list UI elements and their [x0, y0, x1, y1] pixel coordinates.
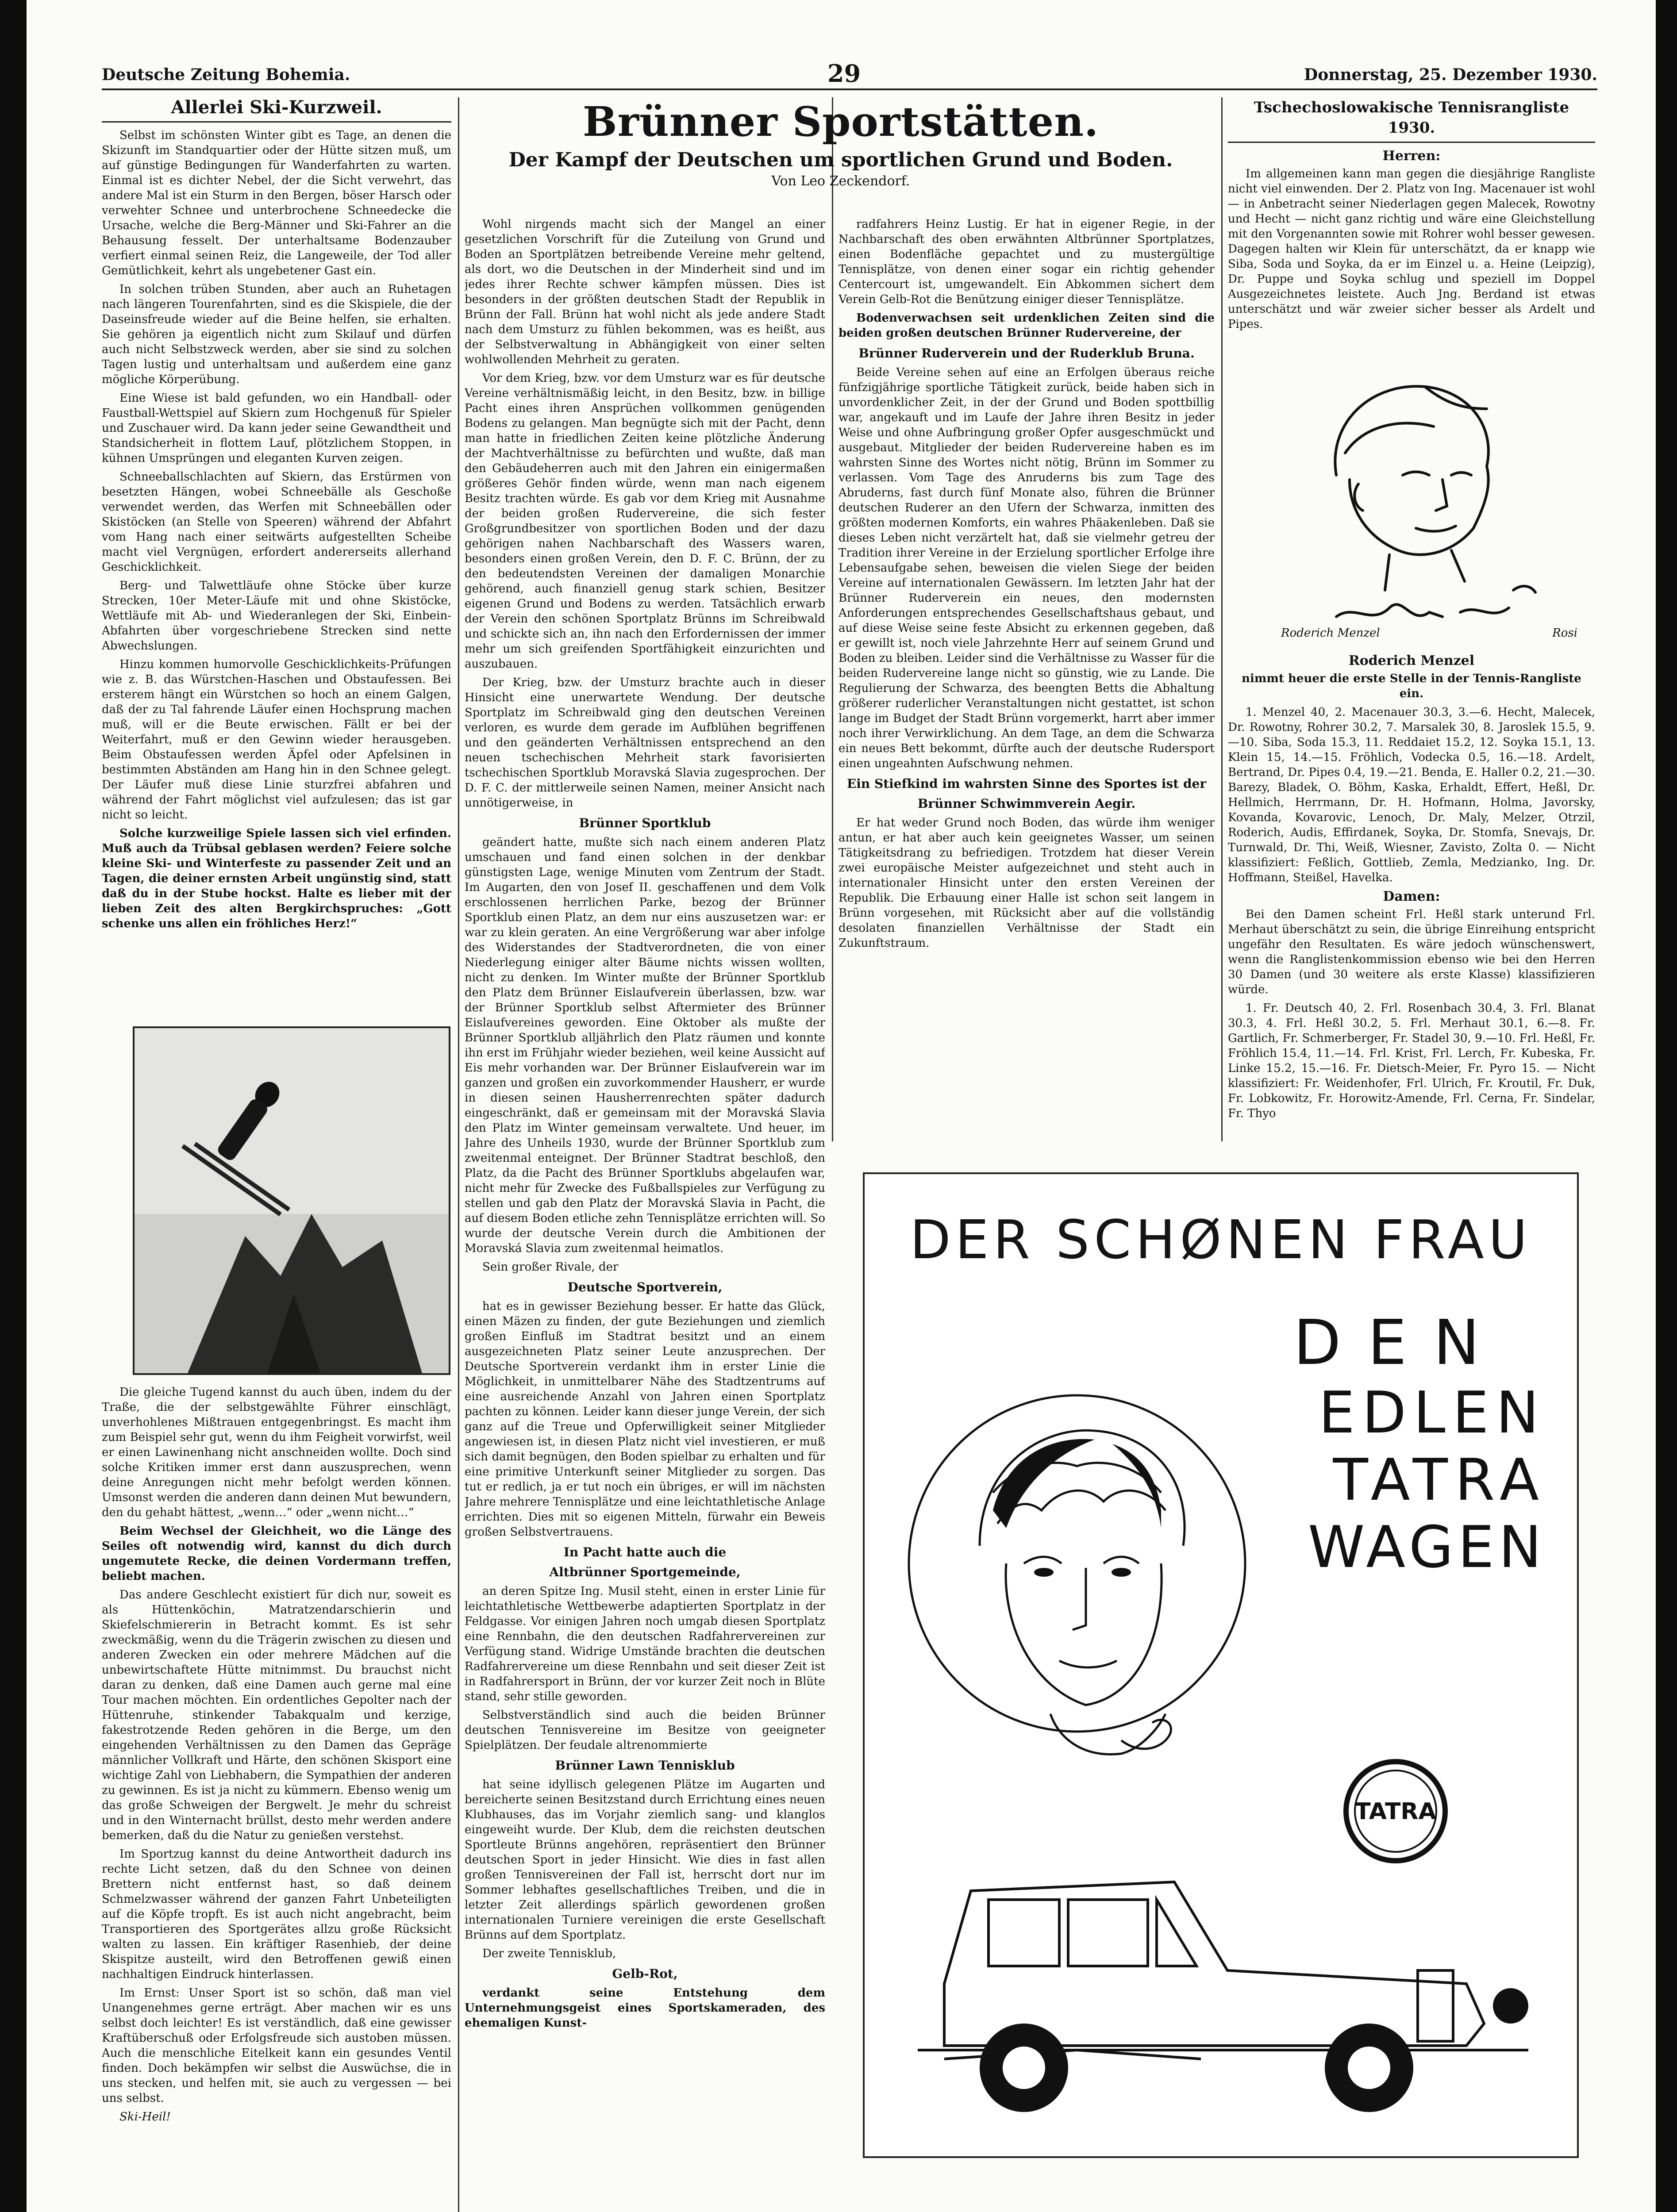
- article-sportstaetten-col3: [838, 217, 1215, 1128]
- main-headline-block: [465, 97, 1217, 217]
- paragraph: Beide Vereine sehen auf eine an Erfolgen überaus reiche fünfzigjährige sportliche Tätigkeit zurück, beide haben sich in unvordenklicher Zeit, in der der Grund und Boden spottbillig war, angekauft und im Laufe der Jahre ihren Besitz in jeder Weise und ohne Aufbringung großer Opfer ausgeschmückt und ausgebaut. Mitglieder der beiden Rudervereine haben es im wahrsten Sinne des Wortes nicht nötig, Brünn im Sommer zu verlassen. Vom Tage des Anruderns bis zum Tage des Abruderns, fast durch fünf Monate also, führen die Brünner deutschen Ruderer an den Ufern der Schwarza, inmitten des größten modernen Komforts, ein wahres Phäakenleben. Daß sie dieses Leben nicht verzärtelt hat, daß sie vielmehr getreu der Tradition ihrer Vereine in der Erzielung sportlicher Erfolge ihre Lebensaufgabe sehen, beweisen die vielen Siege der beiden Vereine auf internationalen Gewässern. Im letzten Jahr hat der Brünner Ruderverein ein neues, den modernsten Anforderungen entsprechendes Gesellschaftshaus gebaut, und auf diese Weise seine feste Absicht zu erkennen gegeben, daß er gewillt ist, noch viele Jahrzehnte Herr auf seinem Grund und Boden zu bleiben. Leider sind die Verhältnisse zu Wasser für die beiden Rudervereine lange nicht so günstig, wie zu Lande. Die Regulierung der Schwarza, des beengten Betts die Abhaltung größerer ruderlicher Veranstaltungen nicht gestattet, ist schon lange im Budget der Stadt Brünn vorgemerkt, harrt aber immer noch ihrer Verwirklichung. An dem Tage, an dem die Schwarza ein neues Bett bekommt, dürfte auch der deutsche Rudersport einen ungeahnten Aufschwung nehmen.: [838, 366, 1215, 770]
- paragraph: Der Krieg, bzw. der Umsturz brachte auch in dieser Hinsicht eine unerwartete Wendung. Der deutsche Sportplatz im Schreibwald ging den deutschen Vereinen verloren, es wurde dem gerade im Aufblühen begriffenen und den geänderten Verhältnissen entsprechend an den neuen tschechischen Mehrheit stark favorisierten tschechischen Sportklub Moravská Slavia zugesprochen. Der D. F. C. der mittlerweile seinen Namen, meiner Ansicht nach unnötigerweise, in: [465, 676, 825, 810]
- section-subhead: Deutsche Sportverein,: [567, 1280, 723, 1294]
- paragraph: Bodenverwachsen seit urdenklichen Zeiten sind die beiden großen deutschen Brünner Rudervereine, der: [838, 311, 1215, 340]
- paragraph: Vor dem Krieg, bzw. vor dem Umsturz war es für deutsche Vereine verhältnismäßig leicht, in den Besitz, bzw. in billige Pacht eines ihren Ansprüchen vollkommen genügenden Bodens zu gelangen. Man begnügte sich mit der Pacht, denn man hatte in friedlichen Zeiten keine plötzliche Änderung der Machtverhältnisse zu befürchten und wußte, daß man den Gebäudeherren auch mit den Jahren ein einigermaßen größeres Gehör finden würde, wenn man nach eigenem Besitz trachten würde. Es gab vor dem Krieg mit Ausnahme der beiden großen Rudervereine, die sich fester Großgrundbesitzer von sportlichen Boden und der dazu gehörigen nahen Nachbarschaft des Wassers waren, besonders einen großen Verein, den D. F. C. Brünn, der zu den bedeutendsten Vereinen der damaligen Monarchie gehörend, auch finanziell genug stark schien, Besitzer eigenen Grund und Bodens zu werden. Tatsächlich erwarb der Verein den schönen Sportplatz Brünns im Schreibwald und schickte sich an, ihn nach den Erfordernissen der immer mehr um sich greifenden Sportfähigkeit einzurichten und auszubauen.: [465, 372, 825, 671]
- paragraph: Der zweite Tennisklub,: [482, 1947, 616, 1960]
- paragraph: Er hat weder Grund noch Boden, das würde ihm weniger antun, er hat aber auch kein geeignetes Wasser, um seinen Tätigkeitsdrang zu befriedigen. Trotzdem hat dieser Verein zwei europäische Meister aufgezeichnet und steht auch in internationaler Hinsicht unter den ersten Vereinen der Republik. Die Erbauung einer Halle ist schon seit langem in Brünn vorgesehen, mit Rücksicht aber auf die vollständig desolaten finanziellen Verhältnisse der Stadt ein Zukunftstraum.: [838, 816, 1215, 950]
- column-rule: [1221, 97, 1223, 1141]
- paragraph: Die gleiche Tugend kannst du auch üben, indem du der Traße, die der selbstgewählte Führer einschlägt, unverhohlenes Mißtrauen entgegenbringst. Es macht ihm zum Beispiel sehr gut, wenn du ihm Feigheit vorwirfst, weil er einen Lawinenhang nicht anschneiden wollte. Doch sind solche Kritiken immer erst dann auszusprechen, wenn deine Anregungen nicht mehr befolgt werden können. Umsonst werden die anderen dann deinen Mut bewundern, den du gehabt hättest, „wenn…“ oder „wenn nicht…“: [102, 1386, 451, 1519]
- paragraph: Sein großer Rivale, der: [482, 1260, 619, 1274]
- article-title: Allerlei Ski-Kurzweil.: [102, 97, 451, 123]
- signature: Ski-Heil!: [119, 2110, 171, 2124]
- ranking-list-women: 1. Fr. Deutsch 40, 2. Frl. Rosenbach 30.4, 3. Frl. Blanat 30.3, 4. Frl. Heßl 30.2, 5. Frl. Merhaut 30.1, 6.—8. Fr. Gartlich, Fr. Schmerberger, Fr. Stadel 30, 9.—10. Frl. Heßl, Fr. Fröhlich 15.4, 11.—14. Frl. Krist, Frl. Lerch, Fr. Kubeska, Fr. Linke 15.2, 15.—16. Fr. Dietsch-Meier, Fr. Pyro 15. — Nicht klassifiziert: Fr. Weidenhofer, Frl. Ulrich, Fr. Kroutil, Fr. Duk, Fr. Lobkowitz, Fr. Horowitz-Amende, Frl. Cerna, Fr. Sindelar, Fr. Thyo: [1228, 1002, 1595, 1120]
- paragraph: hat seine idyllisch gelegenen Plätze im Augarten und bereicherte seinen Besitzstand durch Errichtung eines neuen Klubhauses, das im Vorjahr ziemlich sang- und klanglos eingeweiht wurde. Der Klub, dem die reichsten deutschen Sportleute Brünns angehören, repräsentiert den Brünner deutschen Sport in jeder Hinsicht. Wie dies in fast allen großen Tennisvereinen der Fall ist, herrscht dort nur im Sommer lebhaftes gesellschaftliches Treiben, und die in letzter Zeit allerdings spärlich gewordenen großen internationalen Turniere vereinigen die erste Gesellschaft Brünns auf dem Sportplatz.: [465, 1778, 825, 1942]
- newspaper-name: Deutsche Zeitung Bohemia.: [102, 65, 350, 84]
- article-ski-kurzweil: [102, 97, 451, 1009]
- section-subhead: Brünner Schwimmverein Aegir.: [917, 796, 1136, 811]
- paragraph: Das andere Geschlecht existiert für dich nur, soweit es als Hüttenköchin, Matratzendarschierin und Skiefelschmiererin in Betracht kommt. Es ist sehr zweckmäßig, wenn du die Trägerin zwischen zu diesen und anderen Zwecken ein oder mehrere Mädchen auf die unbewirtschaftete Hütte mitnimmst. Du brauchst nicht daran zu denken, daß eine Damen auch gerne mal eine Tour machen möchten. Ein ordentliches Gepolter nach der Hüttenruhe, stinkender Tabakqualm und kerzige, fakestrotzende Reden gehören in die Berge, um den eingehenden Verhältnissen zu den Damen das Gepräge männlicher Vollkraft und Härte, den schönen Skisport eine wichtige Zahl von Liebhabern, die Sympathien der anderen zu gewinnen. Es ist ja nicht zu kümmern. Ebenso wenig um das große Schweigen der Bergwelt. Je mehr du schreist und in den Winternacht brüllst, desto mehr werden andere bemerken, daß du die Natur zu genießen verstehst.: [102, 1588, 451, 1842]
- ski-jumper-image: [135, 1028, 449, 1373]
- ad-line: TATRA: [1333, 1446, 1546, 1513]
- ski-jumper-photo: [133, 1026, 450, 1375]
- issue-date: Donnerstag, 25. Dezember 1930.: [1304, 65, 1597, 84]
- ad-text-stack: [1236, 1307, 1546, 1581]
- section-subhead: Brünner Lawn Tennisklub: [555, 1758, 735, 1773]
- article-sportstaetten-col2: [465, 217, 825, 2212]
- ad-line: EDLEN: [1318, 1379, 1546, 1446]
- paragraph: Im Sportzug kannst du deine Antwortheit dadurch ins rechte Licht setzen, daß du den Schnee von deinen Brettern nicht entfernst hast, so daß deinem Schmelzwasser während der ganzen Fahrt Unbeteiligten auf die Köpfe tropft. Es ist auch nicht angebracht, beim Transportieren des Sportgerätes allzu große Rücksicht walten zu lassen. Ein kräftiger Rasenhieb, der deine Skispitze austeilt, wird den Betroffenen gewiß einen nachhaltigen Eindruck hinterlassen.: [102, 1847, 451, 1981]
- column-rule: [458, 97, 459, 2212]
- sketch-name: Roderich Menzel: [1348, 653, 1475, 668]
- section-label-women: Damen:: [1383, 889, 1440, 904]
- paragraph: Schneeballschlachten auf Skiern, das Erstürmen von besetzten Hängen, wobei Schneebälle als Geschoße verwendet werden, das Werfen mit Schneebällen oder Skistöcken (an Stelle von Speeren) während der Abfahrt vom Hang nach einer seitwärts aufgestellten Scheibe macht viel Vergnügen, erfordert andererseits allerhand Geschicklichkeit.: [102, 470, 451, 574]
- paragraph: In solchen trüben Stunden, aber auch an Ruhetagen nach längeren Tourenfahrten, sind es die Skispiele, die der Daseinsfreude wieder auf die Beine helfen, sie erhalten. Sie gehören ja eigentlich nicht zum Skilauf und dürfen auch nicht Selbstzweck werden, aber sie sind zu solchen Tagen lustig und unterhaltsam und außerdem eine ganz mögliche Körperübung.: [102, 283, 451, 386]
- sketch-artist: Rosi: [1552, 626, 1577, 640]
- ad-line: WAGEN: [1308, 1513, 1546, 1581]
- sketch-signature: Roderich Menzel: [1281, 626, 1380, 640]
- portrait-sketch: [1257, 342, 1566, 652]
- paragraph: Wohl nirgends macht sich der Mangel an einer gesetzlichen Vorschrift für die Zuteilung von Grund und Boden an Sportplätzen betreibende Vereine mehr geltend, als dort, wo die Deutschen in der Minderheit sind und im jedes ihrer Rechte schwer kämpfen müssen. Dies ist besonders in der größten deutschen Stadt der Republik in Brünn der Fall. Brünn hat wohl nicht als jede andere Stadt nach dem Umsturz zu fühlen bekommen, was es heißt, aus der Selbstverwaltung in Abhängigkeit von einer selten wohlwollenden Mehrheit zu geraten.: [465, 218, 825, 366]
- paragraph: an deren Spitze Ing. Musil steht, einen in erster Linie für leichtathletische Wettbewerbe adaptierten Sportplatz in der Feldgasse. Vor einigen Jahren noch umgab diesen Sportplatz eine Rennbahn, die den deutschen Radfahrervereinen zur Verfügung stand. Widrige Umstände brachten die deutschen Radfahrervereine um diese Rennbahn und seit dieser Zeit ist in Radfahrersport in Brünn, der vor kurzer Zeit noch in Blüte stand, sehr stille geworden.: [465, 1585, 825, 1703]
- paragraph: Im Ernst: Unser Sport ist so schön, daß man viel Unangenehmes gerne erträgt. Aber machen wir es uns selbst doch leichter! Es ist verständlich, daß eine gewisser Kraftüberschuß oder Erfolgsfreude sich austoben müssen. Auch die menschliche Eitelkeit kann ein gesundes Ventil finden. Doch bekämpfen wir selbst die Auswüchse, die in uns stecken, und helfen mit, sie auch zu vergessen — bei uns selbst.: [102, 1986, 451, 2105]
- column-rule: [832, 97, 833, 1141]
- byline: Von Leo Zeckendorf.: [771, 173, 910, 189]
- ad-line: DEN: [1293, 1307, 1506, 1379]
- section-label-men: Herren:: [1382, 148, 1441, 164]
- page-header: [102, 59, 1597, 90]
- woman-portrait-illustration: [891, 1378, 1281, 1842]
- section-subhead: Brünner Sportklub: [579, 816, 711, 830]
- paragraph: Im allgemeinen kann man gegen die diesjährige Rangliste nicht viel einwenden. Der 2. Platz von Ing. Macenauer ist wohl — in Anbetracht seiner Niederlagen gegen Malecek, Rowotny und Hecht — nicht ganz richtig und wäre eine Gleichstellung mit den Vorgenannten sowie mit Rohrer wohl besser gewesen. Dagegen halten wir Klein für unterschätzt, da er knapp wie Siba, Soda und Soyka, da er im Einzel u. a. Heine (Leipzig), Dr. Puppe und Soyka schlug und speziell im Doppel Ausgezeichnetes leistete. Auch Jng. Berdand ist etwas unterschätzt und wär zweier sicher besser als Ardelt und Pipes.: [1228, 167, 1595, 331]
- section-subhead: Gelb-Rot,: [612, 1966, 678, 1981]
- paragraph: hat es in gewisser Beziehung besser. Er hatte das Glück, einen Mäzen zu finden, der gute Beziehungen und ziemlich großen Einfluß im Stadtrat besitzt und an einem ausgezeichneten Platz seiner Leute anzusprechen. Der Deutsche Sportverein verdankt ihm in erster Linie die Möglichkeit, in unmittelbarer Nähe des Stadtzentrums auf eine ausreichende Anzahl von Jahren einen Sportplatz pachten zu können. Leider kann dieser junge Verein, der sich ganz auf die Treue und Opferwilligkeit seiner Mitglieder angewiesen ist, in diesen Platz nicht viel investieren, er muß sich damit begnügen, den Boden spielbar zu erhalten und für eine primitive Unterkunft seiner Mitglieder zu sorgen. Das tut er redlich, ja er tut noch ein übriges, er will im nächsten Jahre mehrere Tennisplätze und eine leichtathletische Anlage errichten. Dies mit so eigenen Mitteln, fürwahr ein Beweis großen Selbstvertrauens.: [465, 1300, 825, 1539]
- tatra-car-illustration: [891, 1838, 1555, 2125]
- section-subhead: In Pacht hatte auch die: [563, 1545, 727, 1559]
- tatra-advertisement: [863, 1172, 1579, 2158]
- scan-edge-left: [0, 0, 27, 2212]
- section-subhead: Brünner Ruderverein und der Ruderklub Bruna.: [858, 346, 1195, 361]
- paragraph: Selbst im schönsten Winter gibt es Tage, an denen die Skizunft im Standquartier oder der Hütte sitzen muß, um auf günstige Bedingungen für Wanderfahrten zu warten. Einmal ist es dichter Nebel, der die Sicht verwehrt, das andere Mal ist ein Sturm in den Bergen, böser Harsch oder verwehter Schnee und unterbrochene Schneedecke die Ursache, welche die Berg-Männer und Ski-Fahrer an die Behausung fesselt. Der unterhaltsame Bodenzauber verfiert einmal seinen Reiz, die Langeweile, der Tod aller Gemütlichkeit, kehrt als ungebetener Gast ein.: [102, 129, 451, 277]
- paragraph: Solche kurzweilige Spiele lassen sich viel erfinden. Muß auch da Trübsal geblasen werden? Feiere solche kleine Ski- und Winterfeste zu passender Zeit und an Tagen, die deiner ernsten Arbeit ungünstig sind, statt daß du in der Stube hockst. Halte es lieber mit der lieben Zeit des alten Bergkirchspruches: „Gott schenke uns allen ein fröhliches Herz!“: [102, 827, 451, 930]
- paragraph: geändert hatte, mußte sich nach einem anderen Platz umschauen und fand einen solchen in der denkbar günstigsten Lage, wenige Minuten vom Zentrum der Stadt. Im Augarten, den von Josef II. geschaffenen und dem Volk erschlossenen herrlichen Parke, bezog der Brünner Sportklub einen Platz, an dem nur eins auszusetzen war: er war zu klein geraten. An eine Vergrößerung war aber infolge des Widerstandes der Stadtverordneten, die von einer Niederlegung einiger alter Bäume nichts wissen wollten, nicht zu denken. Im Winter mußte der Brünner Sportklub den Platz dem Brünner Eislaufverein überlassen, bzw. war der Brünner Sportklub selbst Aftermieter des Brünner Eislaufvereines geworden. Eine Oktober als mußte der Brünner Sportklub alljährlich den Platz räumen und konnte ihn erst im Frühjahr wieder beziehen, weil keine Aussicht auf Eis mehr vorhanden war. Der Brünner Eislaufverein war im ganzen und großen ein zuvorkommender Hausherr, er wurde in diesen seinen Hausherrenrechten später dadurch eingeschränkt, daß er gemeinsam mit der Moravská Slavia den Platz im Winter gemeinsam verwaltete. Und heuer, im Jahre des Unheils 1930, wurde der Brünner Sportklub zum zweitenmal enteignet. Der Brünner Stadtrat beschloß, den Platz, da die Pacht des Brünner Sportklubs abgelaufen war, nicht mehr für Zwecke des Fußballspieles zur Verfügung zu stellen und gab den Platz der Moravská Slavia in Pacht, die auf diesem Boden etliche zehn Tennisplätze errichten will. So wurde der deutsche Verein durch die Ambitionen der Moravská Slavia zum zweitenmal heimatlos.: [465, 836, 825, 1255]
- section-subhead: Ein Stiefkind im wahrsten Sinne des Sportes ist der: [846, 776, 1207, 791]
- paragraph: Selbstverständlich sind auch die beiden Brünner deutschen Tennisvereine im Besitze von geeigneter Spielplätzen. Der feudale altrenommierte: [465, 1709, 825, 1752]
- ad-headline: DER SCHØNEN FRAU: [910, 1210, 1532, 1271]
- paragraph: Berg- und Talwettläufe ohne Stöcke über kurze Strecken, 10er Meter-Läufe mit und ohne Skistöcke, Wettläufe mit Ab- und Wiederanlegen der Ski, Einbein-Abfahrten über vorgeschriebene Strecken sind nette Abwechslungen.: [102, 579, 451, 653]
- paragraph: Eine Wiese ist bald gefunden, wo ein Handball- oder Faustball-Wettspiel auf Skiern zum Hochgenuß für Spieler und Zuschauer wird. Da kann jeder seine Gewandtheit und Standsicherheit in flottem Lauf, plötzlichem Stoppen, in kühnen Umsprüngen und eleganten Kurven zeigen.: [102, 392, 451, 465]
- paragraph: Bei den Damen scheint Frl. Heßl stark unterund Frl. Merhaut überschätzt zu sein, die übrige Einreihung entspricht ungefähr den Resultaten. Es wäre jedoch wünschenswert, wenn die Ranglistenkommission ebenso wie bei den Herren 30 Damen (und 30 weitere als erste Klasse) klassifizieren würde.: [1228, 908, 1595, 996]
- sub-headline: Der Kampf der Deutschen um sportlichen Grund und Boden.: [508, 149, 1173, 171]
- main-headline: Brünner Sportstätten.: [582, 98, 1099, 146]
- page-number: 29: [827, 59, 861, 88]
- scan-edge-right: [1656, 0, 1677, 2212]
- article-ski-continued: [102, 1385, 451, 2212]
- paragraph: Beim Wechsel der Gleichheit, wo die Länge des Seiles oft notwendig wird, kannst du dich durch ungemutete Recke, die deinen Vordermann treffen, beliebt machen.: [102, 1525, 451, 1583]
- paragraph: radfahrers Heinz Lustig. Er hat in eigener Regie, in der Nachbarschaft des oben erwähnten Altbrünner Sportplatzes, einen Bodenfläche gepachtet und zu mustergültige Tennisplätze, von denen einer sogar ein richtig gehender Centercourt ist, umgewandelt. Ein Abkommen sichert dem Verein Gelb-Rot die Benützung einiger dieser Tennisplätze.: [838, 218, 1215, 306]
- paragraph: verdankt seine Entstehung dem Unternehmungsgeist eines Sportskameraden, des ehemaligen Kunst-: [465, 1986, 825, 2030]
- sketch-caption: nimmt heuer die erste Stelle in der Tennis-Rangliste ein.: [1242, 672, 1581, 700]
- logo-text: TATRA: [1355, 1798, 1436, 1825]
- ranking-list-men: 1. Menzel 40, 2. Macenauer 30.3, 3.—6. Hecht, Malecek, Dr. Rowotny, Rohrer 30.2, 7. Marsalek 30, 8. Jaroslek 15.5, 9.—10. Siba, Soda 15.3, 11. Reddaiet 15.2, 12. Soyka 15.1, 13. Klein 15, 14.—15. Fröhlich, Vodecka 0.5, 16.—18. Ardelt, Bertrand, Dr. Pipes 0.4, 19.—21. Benda, E. Haller 0.2, 21.—30. Barezy, Bladek, O. Böhm, Kaska, Erhaldt, Effert, Heßl, Dr. Hellmich, Herrmann, Dr. H. Hofmann, Holma, Javorsky, Kovanda, Kovarovic, Lenoch, Dr. Maly, Melzer, Otrzil, Roderich, Audis, Effirdanek, Soyka, Dr. Stomfa, Snevajs, Dr. Turnwald, Dr. Thi, Weiß, Wiesner, Zavisto, Zolta 0. — Nicht klassifiziert: Feßlich, Gottlieb, Zemla, Medzianko, Ing. Dr. Hoffmann, Steißel, Havelka.: [1228, 706, 1595, 884]
- paragraph: Hinzu kommen humorvolle Geschicklichkeits-Prüfungen wie z. B. das Würstchen-Haschen und Obstaufessen. Bei ersterem hängt ein Würstchen so hoch an einem Galgen, daß der zu Tal fahrende Läufer einen Hochsprung machen muß, will er die Beute erwischen. Fällt er bei der Weiterfahrt, muß er den Gewinn wieder herausgeben. Beim Obstaufessen werden Äpfel oder Apfelsinen in bestimmten Abständen am Hang hin in den Schnee gelegt. Der Läufer muß diese Linie sturzfrei abfahren und während der Fahrt möglichst viel aufzulesen; das ist gar nicht so leicht.: [102, 658, 451, 822]
- article-title: Tschechoslowakische Tennisrangliste 1930.: [1228, 97, 1595, 143]
- player-sketch-image: [1257, 342, 1566, 652]
- article-tennis-rangliste: [1228, 97, 1595, 1141]
- section-subhead: Altbrünner Sportgemeinde,: [549, 1565, 741, 1579]
